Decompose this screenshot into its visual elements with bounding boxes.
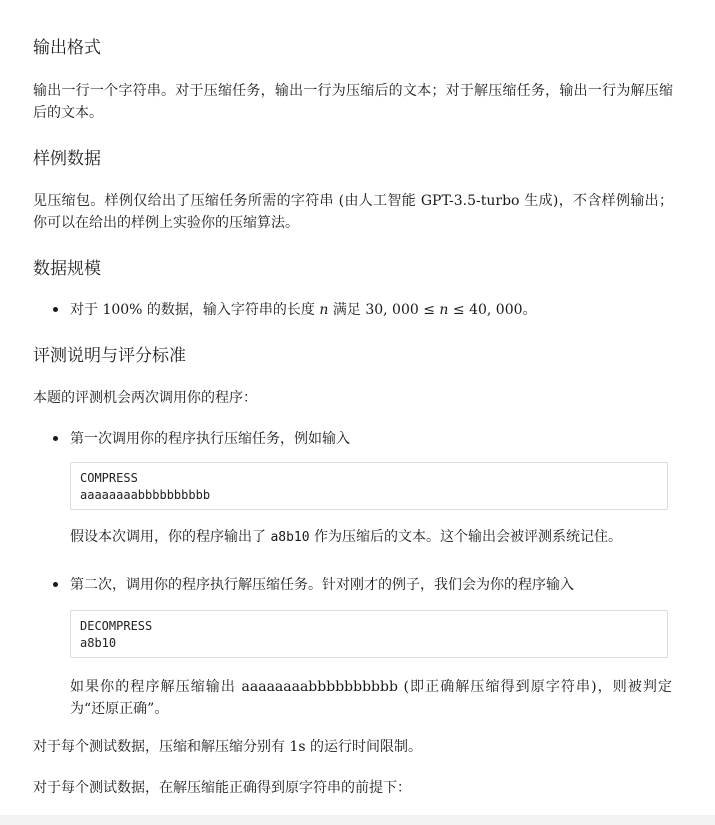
code-line: DECOMPRESS (80, 619, 153, 633)
scale-suffix: 。 (522, 302, 537, 318)
code-block-decompress (70, 610, 668, 658)
scale-upper-bound: 40, 000 (469, 302, 523, 318)
bullet-dot (53, 436, 58, 441)
judge-item-1: 第一次调用你的程序执行压缩任务，例如输入 (70, 431, 350, 447)
judge-intro: 本题的评测机会两次调用你的程序： (33, 390, 257, 406)
heading-data-scale: 数据规模 (33, 259, 101, 279)
premise-text: 对于每个测试数据，在解压缩能正确得到原字符串的前提下： (33, 780, 411, 796)
judge-item-2: 第二次，调用你的程序执行解压缩任务。针对刚才的例子，我们会为你的程序输入 (70, 577, 574, 593)
after-prefix: 假设本次调用，你的程序输出了 (70, 529, 271, 545)
code-line: a8b10 (80, 636, 117, 650)
judge-item-1-after (70, 526, 672, 549)
scale-prefix: 对于 (70, 302, 103, 318)
after-suffix: (即正确解压缩得到原字符串)，则被判定为“还原正确”。 (70, 679, 673, 717)
judge-item-2-after (70, 676, 672, 720)
scale-middle2: 满足 (328, 302, 366, 318)
compressed-output: a8b10 (270, 530, 310, 545)
scale-middle: 的数据，输入字符串的长度 (142, 302, 320, 318)
bullet-dot (53, 582, 58, 587)
scale-var-n-2: n (439, 302, 449, 318)
after-suffix: 作为压缩后的文本。这个输出会被评测系统记住。 (309, 529, 623, 545)
sample-data-text: 见压缩包。样例仅给出了压缩任务所需的字符串 (由人工智能 GPT-3.5-turbo 生成)，不含样例输出；你可以在给出的样例上实验你的压缩算法。 (33, 193, 673, 231)
bullet-dot (53, 307, 58, 312)
code-line: COMPRESS (80, 471, 138, 485)
heading-judge-criteria: 评测说明与评分标准 (33, 346, 186, 366)
output-format-text: 输出一行一个字符串。对于压缩任务，输出一行为压缩后的文本；对于解压缩任务，输出一行为解压缩后的文本。 (33, 83, 673, 121)
scale-var-n: n (319, 302, 329, 318)
heading-sample-data: 样例数据 (33, 149, 101, 169)
scale-percent: 100% (102, 302, 143, 318)
bottom-bar (0, 815, 715, 825)
scale-lower-bound: 30, 000 (365, 302, 419, 318)
code-line: aaaaaaaabbbbbbbbbb (80, 488, 211, 502)
scale-le-1: ≤ (418, 302, 440, 318)
data-scale-item (70, 299, 672, 321)
time-limit-text: 对于每个测试数据，压缩和解压缩分别有 1s 的运行时间限制。 (33, 739, 422, 755)
after-prefix: 如果你的程序解压缩输出 (70, 679, 242, 695)
heading-output-format: 输出格式 (33, 38, 101, 58)
decompressed-output: aaaaaaaabbbbbbbbbb (241, 679, 398, 695)
scale-le-2: ≤ (448, 302, 470, 318)
code-block-compress (70, 462, 668, 510)
